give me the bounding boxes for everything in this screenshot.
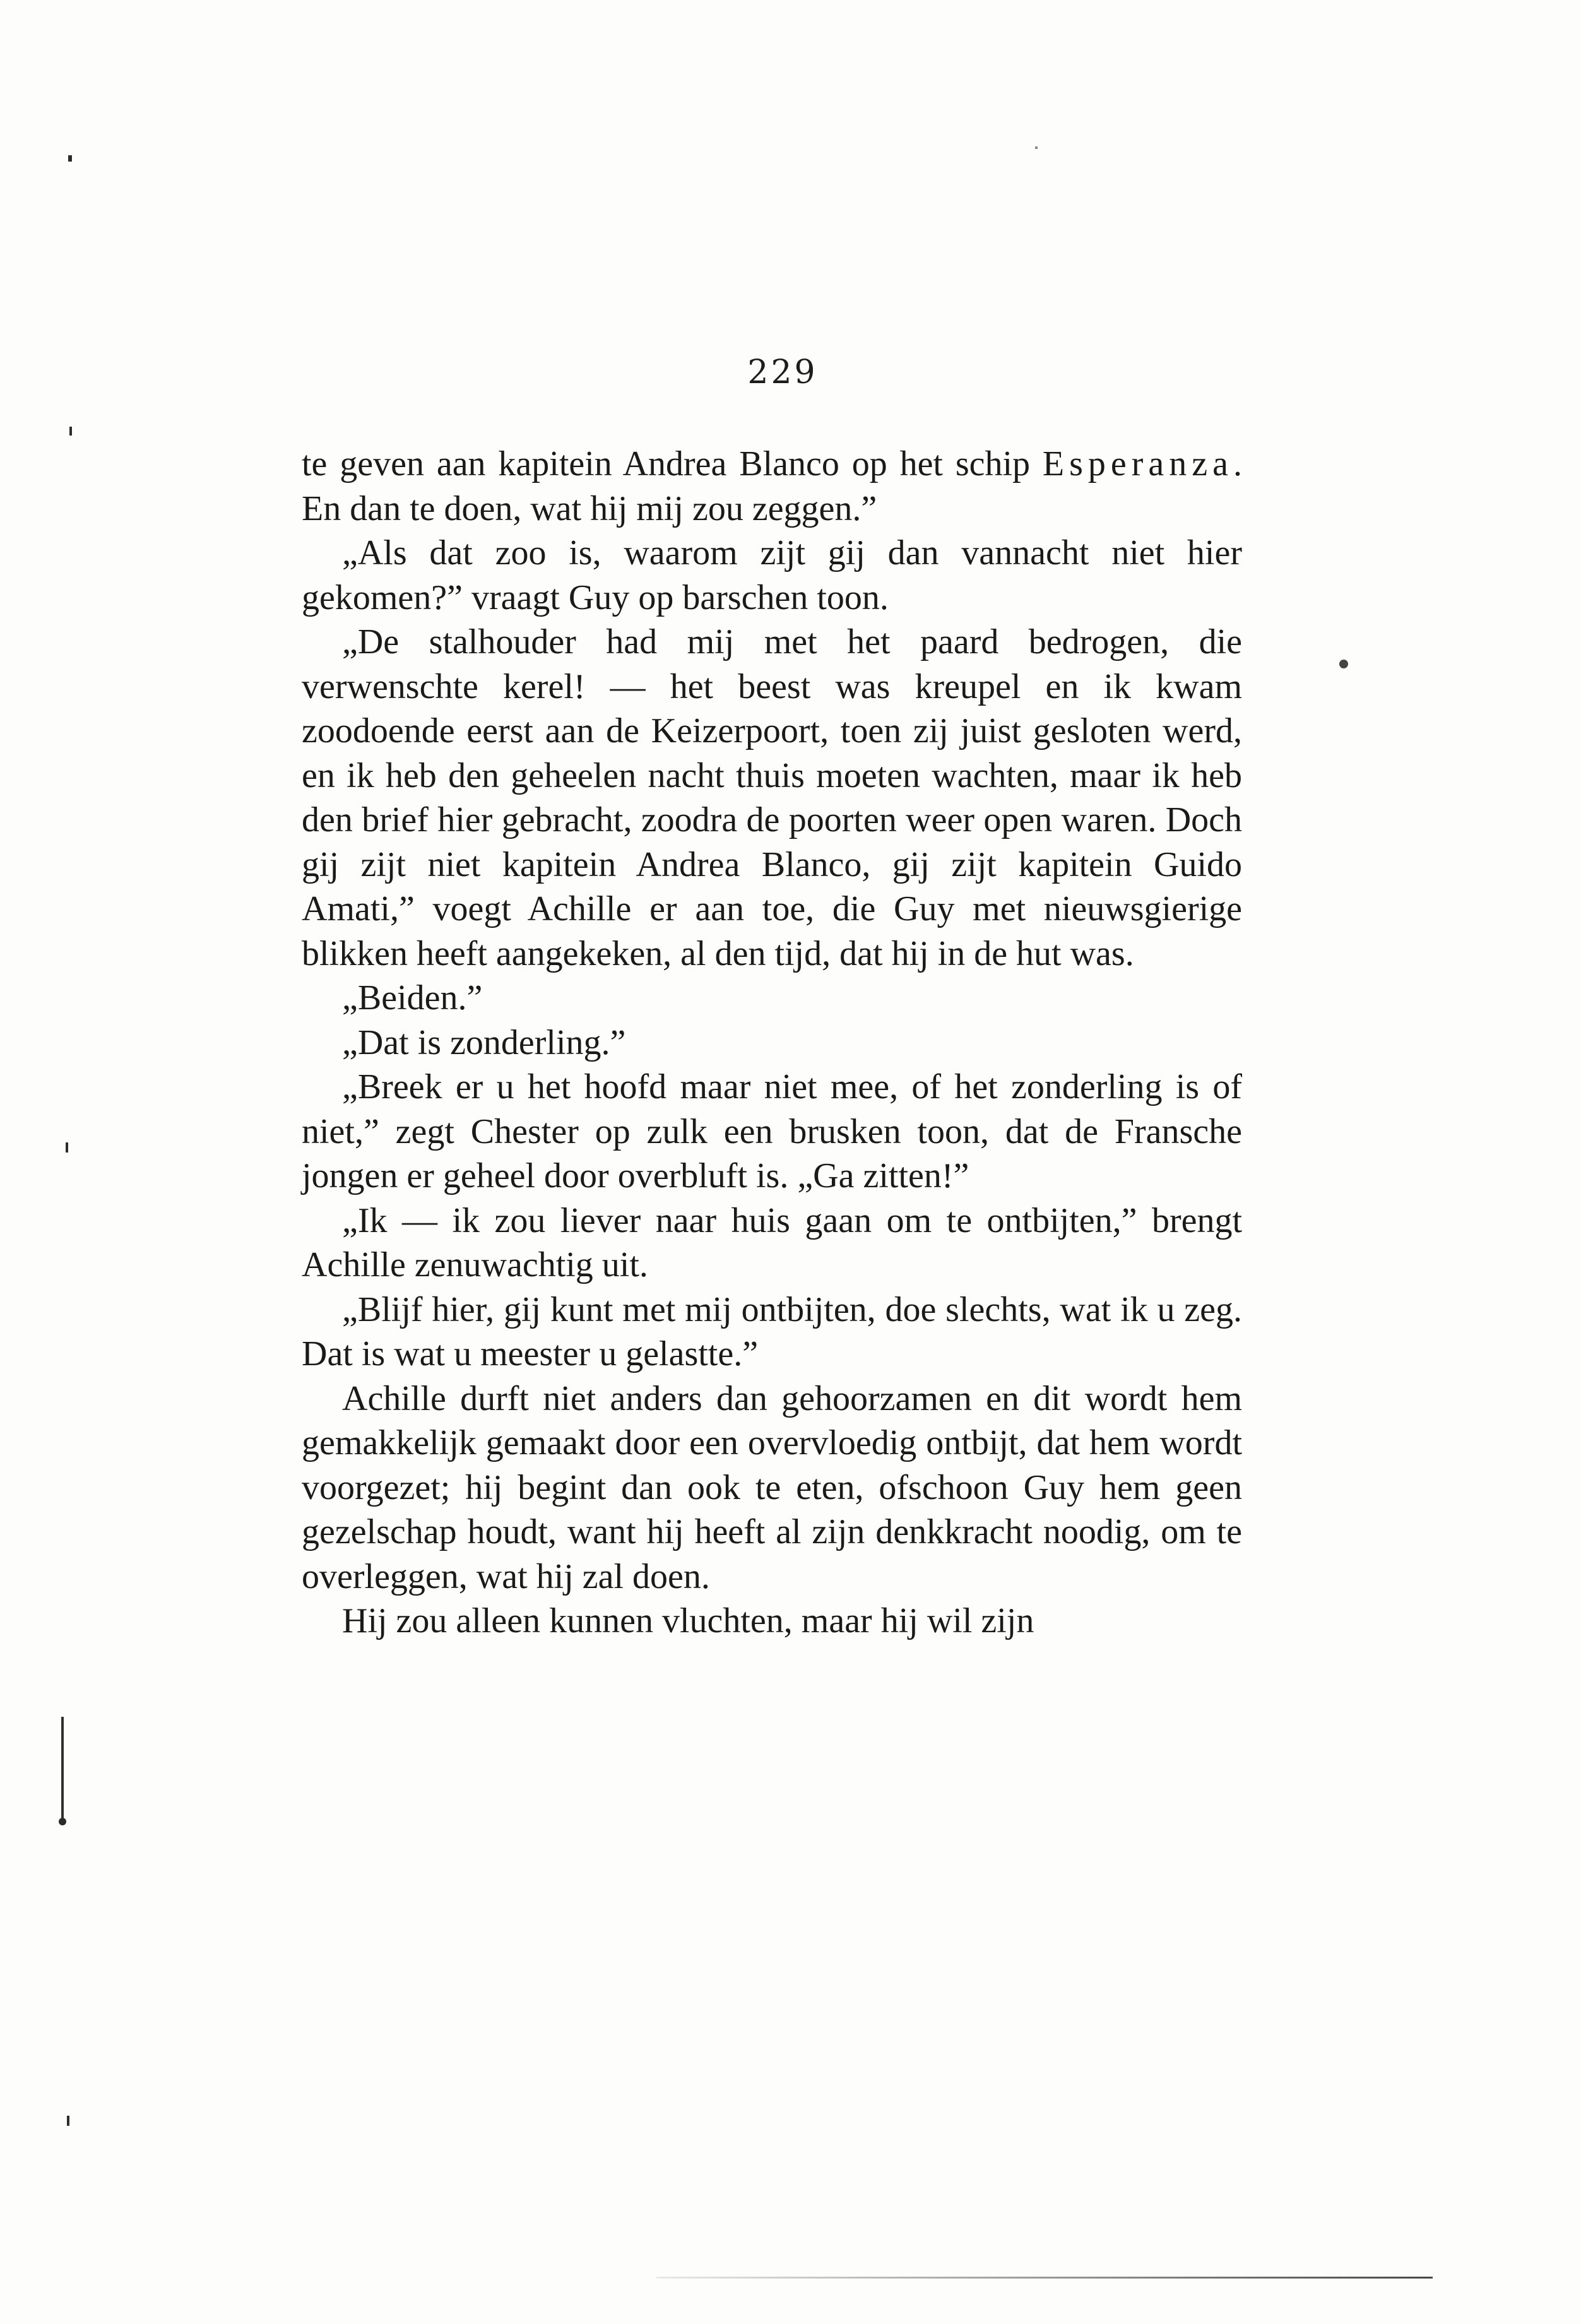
paragraph-1-text-b: . En dan te doen, wat hij mij zou zeggen.” — [302, 444, 1242, 528]
paragraph-7: „Ik — ik zou liever naar huis gaan om te ontbijten,” brengt Achille zenuwachtig uit. — [302, 1201, 1242, 1284]
paragraph-2: „Als dat zoo is, waarom zijt gij dan vannacht niet hier gekomen?” vraagt Guy op barschen toon. — [302, 533, 1242, 617]
scan-speck — [1339, 660, 1348, 668]
scan-speck — [67, 2116, 69, 2126]
page-number: 229 — [747, 353, 818, 391]
scan-speck — [69, 427, 72, 436]
paragraph-5: „Dat is zonderling.” — [342, 1023, 626, 1062]
paragraph-10: Hij zou alleen kunnen vluchten, maar hij wil zijn — [342, 1601, 1034, 1640]
paragraph-4: „Beiden.” — [342, 978, 483, 1017]
scan-speck — [68, 155, 72, 162]
scan-speck — [1035, 146, 1038, 149]
margin-mark — [61, 1717, 64, 1824]
bottom-edge-smudge — [656, 2277, 1433, 2279]
scan-speck — [59, 1818, 66, 1825]
paragraph-1-text-a: te geven aan kapitein Andrea Blanco op het schip — [302, 444, 1043, 483]
paragraph-1 — [302, 442, 1242, 531]
paragraph-6: „Breek er u het hoofd maar niet mee, of het zonderling is of niet,” zegt Chester op zulk een brusken toon, dat de Fransche jongen er geheel door overbluft is. „Ga zitten!” — [302, 1067, 1242, 1195]
text-body — [302, 442, 1242, 1644]
paragraph-8: „Blijf hier, gij kunt met mij ontbijten, doe slechts, wat ik u zeg. Dat is wat u meester u gelastte.” — [302, 1289, 1242, 1373]
scan-speck — [66, 1142, 68, 1153]
paragraph-9: Achille durft niet anders dan gehoorzamen en dit wordt hem gemakkelijk gemaakt door een overvloedig ontbijt, dat hem wordt voorgezet; hij begint dan ook te eten, ofschoon Guy hem geen gezelschap houdt, want hij heeft al zijn denkkracht noodig, om te overleggen, wat hij zal doen. — [302, 1378, 1242, 1596]
ship-name: Esperanza — [1042, 444, 1233, 483]
paragraph-3: „De stalhouder had mij met het paard bedrogen, die verwenschte kerel! — het beest was kreupel en ik kwam zoodoende eerst aan de Keizerpoort, toen zij juist gesloten werd, en ik heb den geheelen nacht thuis moeten wachten, maar ik heb den brief hier gebracht, zoodra de poorten weer open waren. Doch gij zijt niet kapitein Andrea Blanco, gij zijt kapitein Guido Amati,” voegt Achille er aan toe, die Guy met nieuwsgierige blikken heeft aangekeken, al den tijd, dat hij in de hut was. — [302, 622, 1242, 973]
